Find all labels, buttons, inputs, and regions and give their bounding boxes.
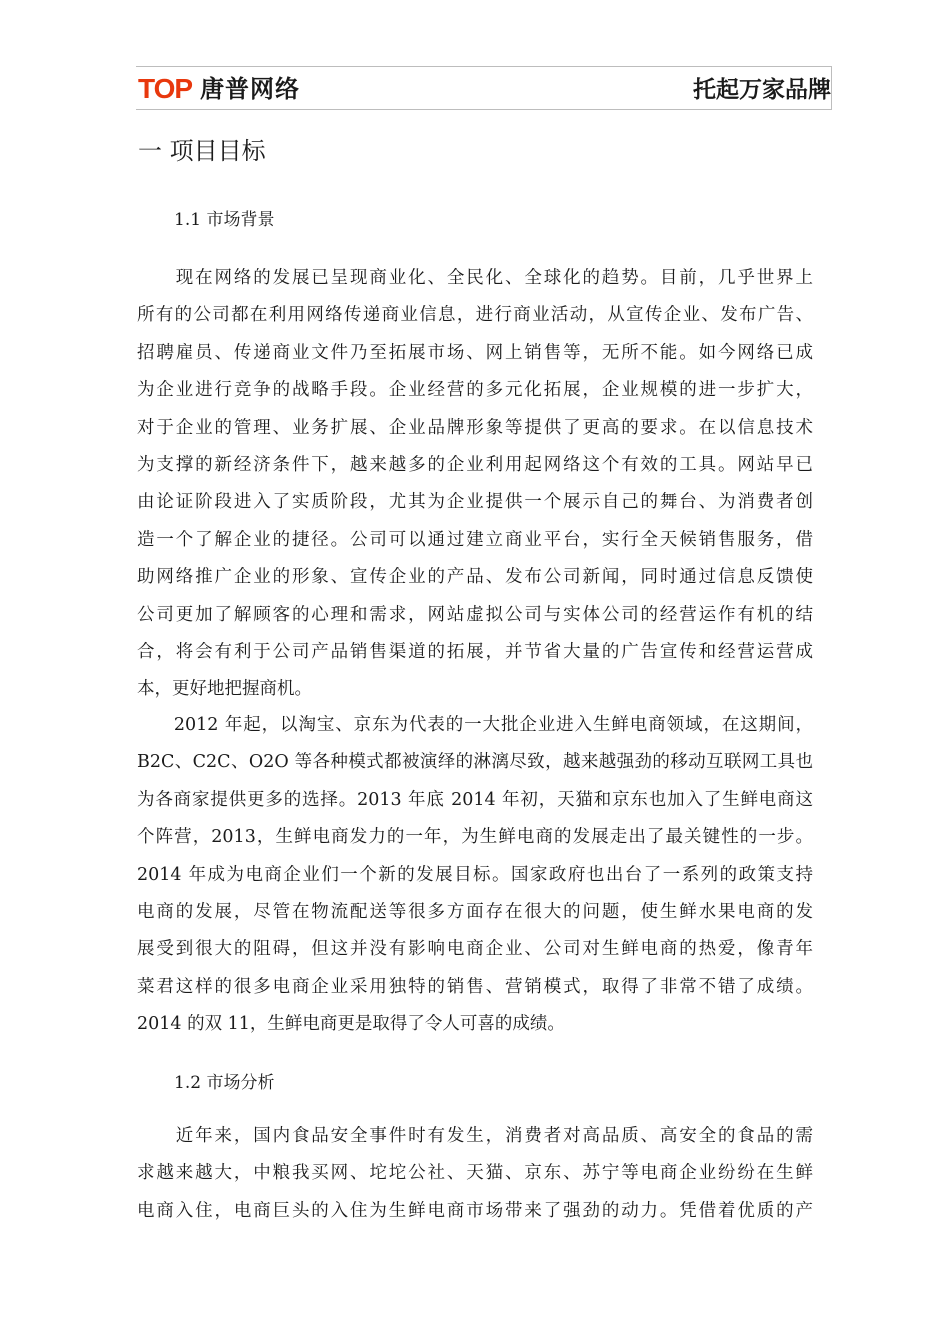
text-line: 2014 的双 11，生鲜电商更是取得了令人可喜的成绩。 (137, 1014, 565, 1035)
logo-top-text: TOP (138, 73, 193, 104)
text-line: 为企业进行竞争的战略手段。企业经营的多元化拓展，企业规模的进一步扩大， (137, 380, 813, 401)
text-line: 为支撑的新经济条件下，越来越多的企业利用起网络这个有效的工具。网站早已 (137, 454, 813, 475)
section-title: 一 项目目标 (138, 137, 266, 165)
text-line: 求越来越大，中粮我买网、坨坨公社、天猫、京东、苏宁等电商企业纷纷在生鲜 (137, 1163, 813, 1184)
text-line: 个阵营，2013，生鲜电商发力的一年，为生鲜电商的发展走出了最关键性的一步。 (137, 827, 813, 848)
text-line: 菜君这样的很多电商企业采用独特的销售、营销模式，取得了非常不错了成绩。 (137, 976, 813, 997)
text-line: 合，将会有利于公司产品销售渠道的拓展，并节省大量的广告宣传和经营运营成 (137, 641, 813, 662)
paragraph-market-analysis (137, 1118, 813, 1230)
text-line: 近年来，国内食品安全事件时有发生，消费者对高品质、高安全的食品的需 (137, 1126, 813, 1146)
text-line: 由论证阶段进入了实质阶段，尤其为企业提供一个展示自己的舞台、为消费者创 (137, 492, 813, 513)
header-slogan: 托起万家品牌 (693, 77, 831, 103)
text-line: 造一个了解企业的捷径。公司可以通过建立商业平台，实行全天候销售服务，借 (137, 529, 813, 550)
paragraph-market-background (137, 260, 813, 709)
text-line: 2012 年起，以淘宝、京东为代表的一大批企业进入生鲜电商领域，在这期间， (137, 715, 813, 735)
text-line: 现在网络的发展已呈现商业化、全民化、全球化的趋势。目前，几乎世界上 (137, 268, 813, 288)
text-line: 本，更好地把握商机。 (137, 679, 312, 700)
text-line: B2C、C2C、O2O 等各种模式都被演绎的淋漓尽致，越来越强劲的移动互联网工具也 (137, 752, 813, 773)
text-line: 展受到很大的阻碍，但这并没有影响电商企业、公司对生鲜电商的热爱，像青年 (137, 939, 813, 960)
text-line: 对于企业的管理、业务扩展、企业品牌形象等提供了更高的要求。在以信息技术 (137, 417, 813, 438)
subsection-title-market-analysis: 1.2 市场分析 (174, 1073, 275, 1093)
text-line: 所有的公司都在利用网络传递商业信息，进行商业活动，从宣传企业、发布广告、 (137, 305, 813, 326)
text-line: 招聘雇员、传递商业文件乃至拓展市场、网上销售等，无所不能。如今网络已成 (137, 342, 813, 363)
text-line: 电商入住，电商巨头的入住为生鲜电商市场带来了强劲的动力。凭借着优质的产 (137, 1200, 813, 1221)
text-line: 电商的发展，尽管在物流配送等很多方面存在很大的问题，使生鲜水果电商的发 (137, 901, 813, 922)
text-line: 公司更加了解顾客的心理和需求，网站虚拟公司与实体公司的经营运作有机的结 (137, 604, 813, 625)
paragraph-fresh-ecommerce (137, 707, 813, 1044)
text-line: 2014 年成为电商企业们一个新的发展目标。国家政府也出台了一系列的政策支持 (137, 864, 813, 885)
subsection-title-market-background: 1.1 市场背景 (174, 210, 275, 230)
page-header (136, 66, 832, 110)
company-logo (138, 73, 300, 105)
text-line: 助网络推广企业的形象、宣传企业的产品、发布公司新闻，同时通过信息反馈使 (137, 567, 813, 588)
text-line: 为各商家提供更多的选择。2013 年底 2014 年初，天猫和京东也加入了生鲜电商这 (137, 789, 813, 810)
logo-company-name: 唐普网络 (200, 75, 301, 103)
